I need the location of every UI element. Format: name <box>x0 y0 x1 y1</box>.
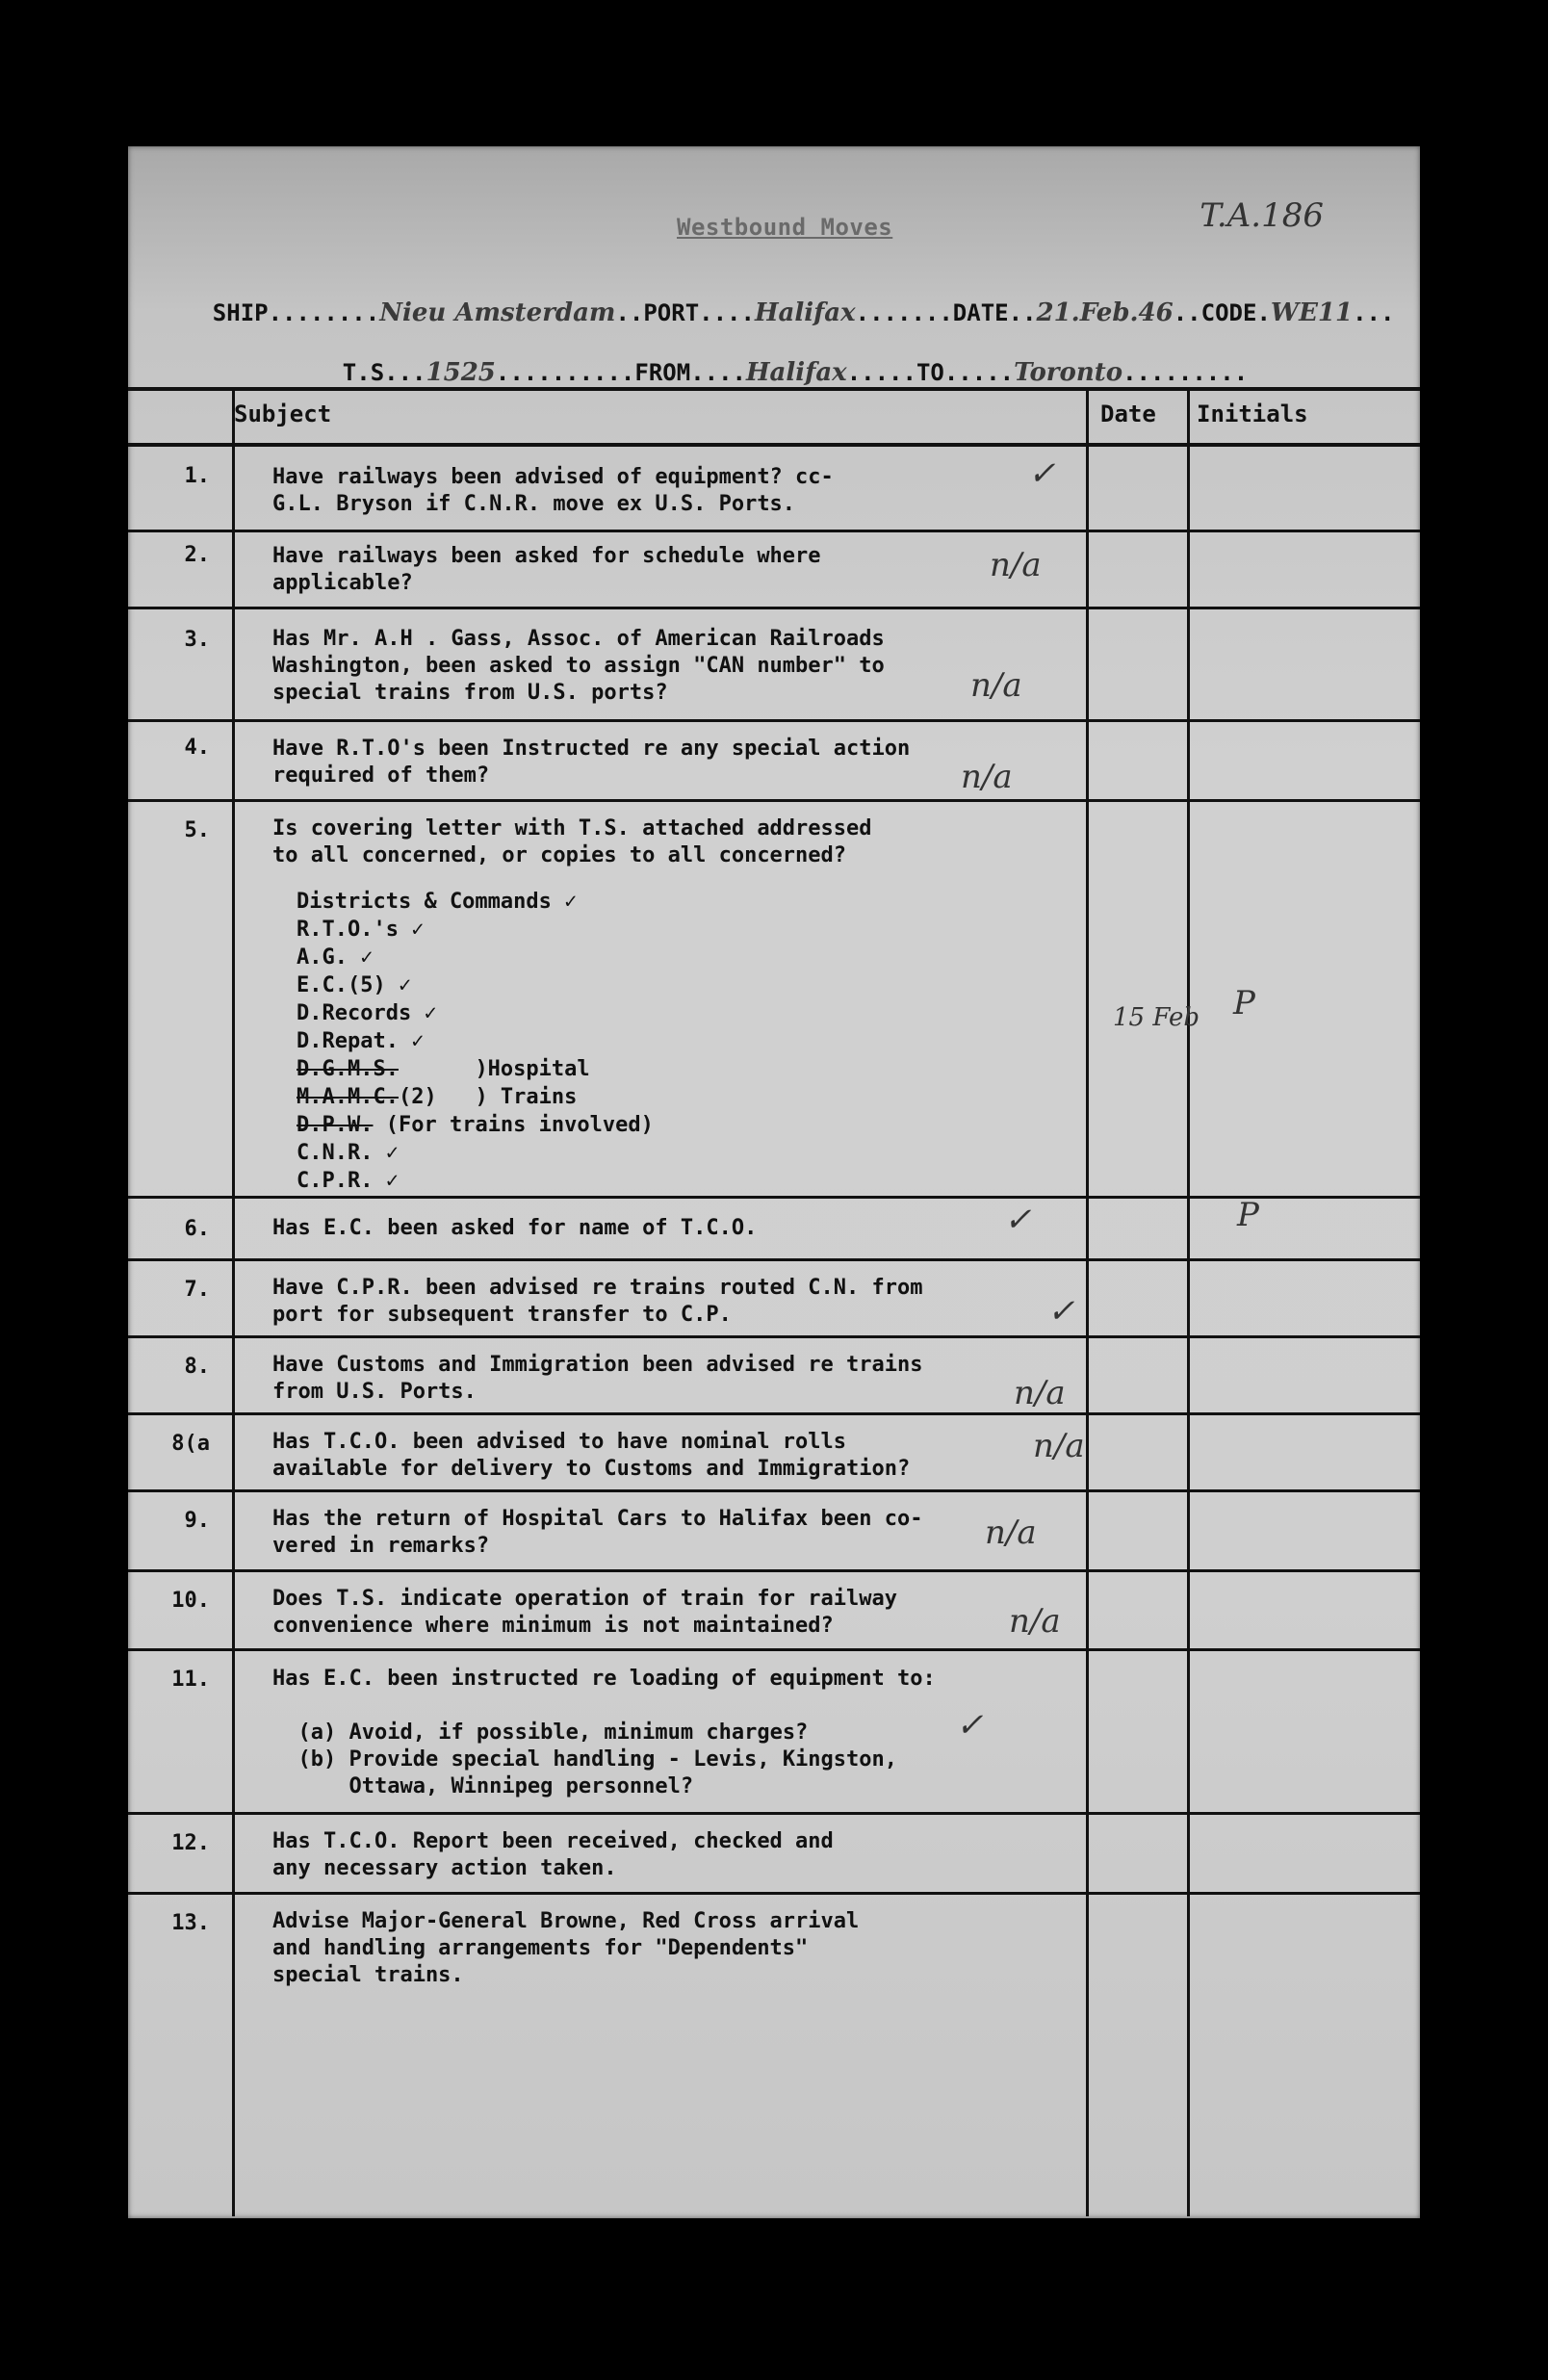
row-question: Have R.T.O's been Instructed re any special action required of them? <box>272 737 911 788</box>
distribution-note: (For trains involved) <box>373 1113 654 1137</box>
initials-entry: P <box>1233 984 1255 1022</box>
initials-header: Initials <box>1197 401 1308 427</box>
distribution-item: C.P.R. ✓ <box>297 1169 399 1193</box>
row-number: 8. <box>184 1355 210 1379</box>
form-sheet <box>128 146 1420 2218</box>
row-number: 5. <box>184 818 210 842</box>
distribution-item: C.N.R. ✓ <box>297 1141 399 1165</box>
code-value: WE11 <box>1270 298 1354 327</box>
row-rule <box>128 1335 1420 1338</box>
distribution-list <box>297 888 654 1195</box>
row-question: Have railways been advised of equipment? cc- G.L. Bryson if C.N.R. move ex U.S. Ports. <box>272 465 834 516</box>
row-number: 7. <box>184 1278 210 1302</box>
row-number: 9. <box>184 1509 210 1533</box>
check-mark: ✓ <box>1028 454 1056 493</box>
check-mark: n/a <box>1033 1427 1085 1465</box>
initials-col-rule <box>1187 387 1190 2216</box>
row-rule <box>128 1196 1420 1199</box>
row-number: 1. <box>184 464 210 488</box>
row-number: 13. <box>171 1911 210 1935</box>
row-rule <box>128 530 1420 532</box>
check-mark: n/a <box>1009 1602 1061 1641</box>
to-label: TO <box>916 359 944 386</box>
row-number: 6. <box>184 1217 210 1241</box>
table-top-rule <box>128 387 1420 391</box>
check-mark: n/a <box>1014 1374 1066 1412</box>
distribution-item: R.T.O.'s ✓ <box>297 918 425 942</box>
subject-header: Subject <box>234 401 332 427</box>
row-question: Has E.C. been asked for name of T.C.O. <box>272 1216 758 1240</box>
ship-value: Nieu Amsterdam <box>379 298 616 327</box>
row-rule <box>128 607 1420 609</box>
row-question: Is covering letter with T.S. attached addressed to all concerned, or copies to all concerned? <box>272 816 872 867</box>
row-rule <box>128 719 1420 722</box>
date-header: Date <box>1100 401 1156 427</box>
struck-label: M.A.M.C. <box>297 1085 399 1109</box>
header-rule <box>128 443 1420 447</box>
row-number: 10. <box>171 1589 210 1613</box>
row-question: Has T.C.O. Report been received, checked and any necessary action taken. <box>272 1829 834 1880</box>
initials-entry: P <box>1237 1196 1259 1234</box>
row-question: Has E.C. been instructed re loading of equipment to: (a) Avoid, if possible, minimum charges? (b) Provide special handling - Levis, Kingston, Ottawa, Winnipeg personnel? <box>272 1667 936 1798</box>
row-rule <box>128 1812 1420 1815</box>
row-rule <box>128 1892 1420 1895</box>
row-rule <box>128 1648 1420 1651</box>
row-question: Has T.C.O. been advised to have nominal rolls available for delivery to Customs and Immigration? <box>272 1430 911 1481</box>
check-mark: n/a <box>985 1513 1037 1552</box>
row-rule <box>128 1489 1420 1492</box>
distribution-item: A.G. ✓ <box>297 945 374 970</box>
row-number: 2. <box>184 543 210 567</box>
date-entry: 15 Feb <box>1113 1003 1200 1032</box>
to-value: Toronto <box>1014 358 1123 387</box>
distribution-item-struck <box>297 1083 654 1111</box>
struck-label: D.G.M.S. <box>297 1057 399 1081</box>
row-question: Has the return of Hospital Cars to Halifax been co- vered in remarks? <box>272 1507 923 1558</box>
distribution-item: Districts & Commands ✓ <box>297 890 578 914</box>
ts-label: T.S <box>342 359 385 386</box>
check-mark: ✓ <box>1004 1201 1032 1239</box>
ship-label: SHIP <box>212 299 269 326</box>
check-mark: n/a <box>961 758 1013 796</box>
row-question: Have railways been asked for schedule where applicable? <box>272 544 821 595</box>
port-label: PORT <box>643 299 700 326</box>
distribution-item: D.Repat. ✓ <box>297 1029 425 1053</box>
row-number: 8(a <box>171 1432 210 1456</box>
reference-number: T.A.186 <box>1200 196 1324 235</box>
row-question: Advise Major-General Browne, Red Cross arrival and handling arrangements for "Dependents" special trains. <box>272 1909 860 1987</box>
row-question: Does T.S. indicate operation of train for railway convenience where minimum is not maintained? <box>272 1587 898 1638</box>
distribution-item: E.C.(5) ✓ <box>297 973 412 997</box>
from-label: FROM <box>634 359 691 386</box>
distribution-note: (2) ) Trains <box>398 1085 578 1109</box>
row-rule <box>128 1258 1420 1261</box>
struck-label: D.P.W. <box>297 1113 374 1137</box>
subject-col-rule <box>232 387 235 2216</box>
date-value: 21.Feb.46 <box>1036 298 1174 327</box>
from-value: Halifax <box>745 358 847 387</box>
ts-value: 1525 <box>426 358 496 387</box>
distribution-item-struck <box>297 1055 654 1083</box>
row-question: Have Customs and Immigration been advised re trains from U.S. Ports. <box>272 1353 923 1404</box>
row-number: 11. <box>171 1668 210 1692</box>
form-title: Westbound Moves <box>677 214 893 241</box>
check-mark: ✓ <box>1047 1292 1075 1331</box>
distribution-note: )Hospital <box>398 1057 590 1081</box>
row-number: 12. <box>171 1831 210 1855</box>
row-rule <box>128 1412 1420 1415</box>
row-question: Have C.P.R. been advised re trains routed C.N. from port for subsequent transfer to C.P. <box>272 1276 923 1327</box>
check-mark: n/a <box>990 546 1042 584</box>
port-value: Halifax <box>754 298 856 327</box>
ship-line: SHIP........Nieu Amsterdam..PORT....Halifax.......DATE..21.Feb.46..CODE.WE11... <box>212 298 1395 327</box>
checklist-table <box>128 387 1420 2216</box>
ts-line: T.S...1525..........FROM....Halifax.....TO.....Toronto......... <box>342 358 1249 387</box>
row-question: Has Mr. A.H . Gass, Assoc. of American Railroads Washington, been asked to assign "CAN number" to special trains from U.S. ports? <box>272 627 885 705</box>
row-number: 3. <box>184 628 210 652</box>
row-rule <box>128 799 1420 802</box>
row-number: 4. <box>184 736 210 760</box>
check-mark: ✓ <box>956 1706 984 1745</box>
date-label: DATE <box>952 299 1009 326</box>
row-rule <box>128 1569 1420 1572</box>
code-label: CODE <box>1200 299 1257 326</box>
distribution-item: D.Records ✓ <box>297 1001 437 1025</box>
distribution-item-struck <box>297 1111 654 1139</box>
check-mark: n/a <box>970 666 1022 705</box>
